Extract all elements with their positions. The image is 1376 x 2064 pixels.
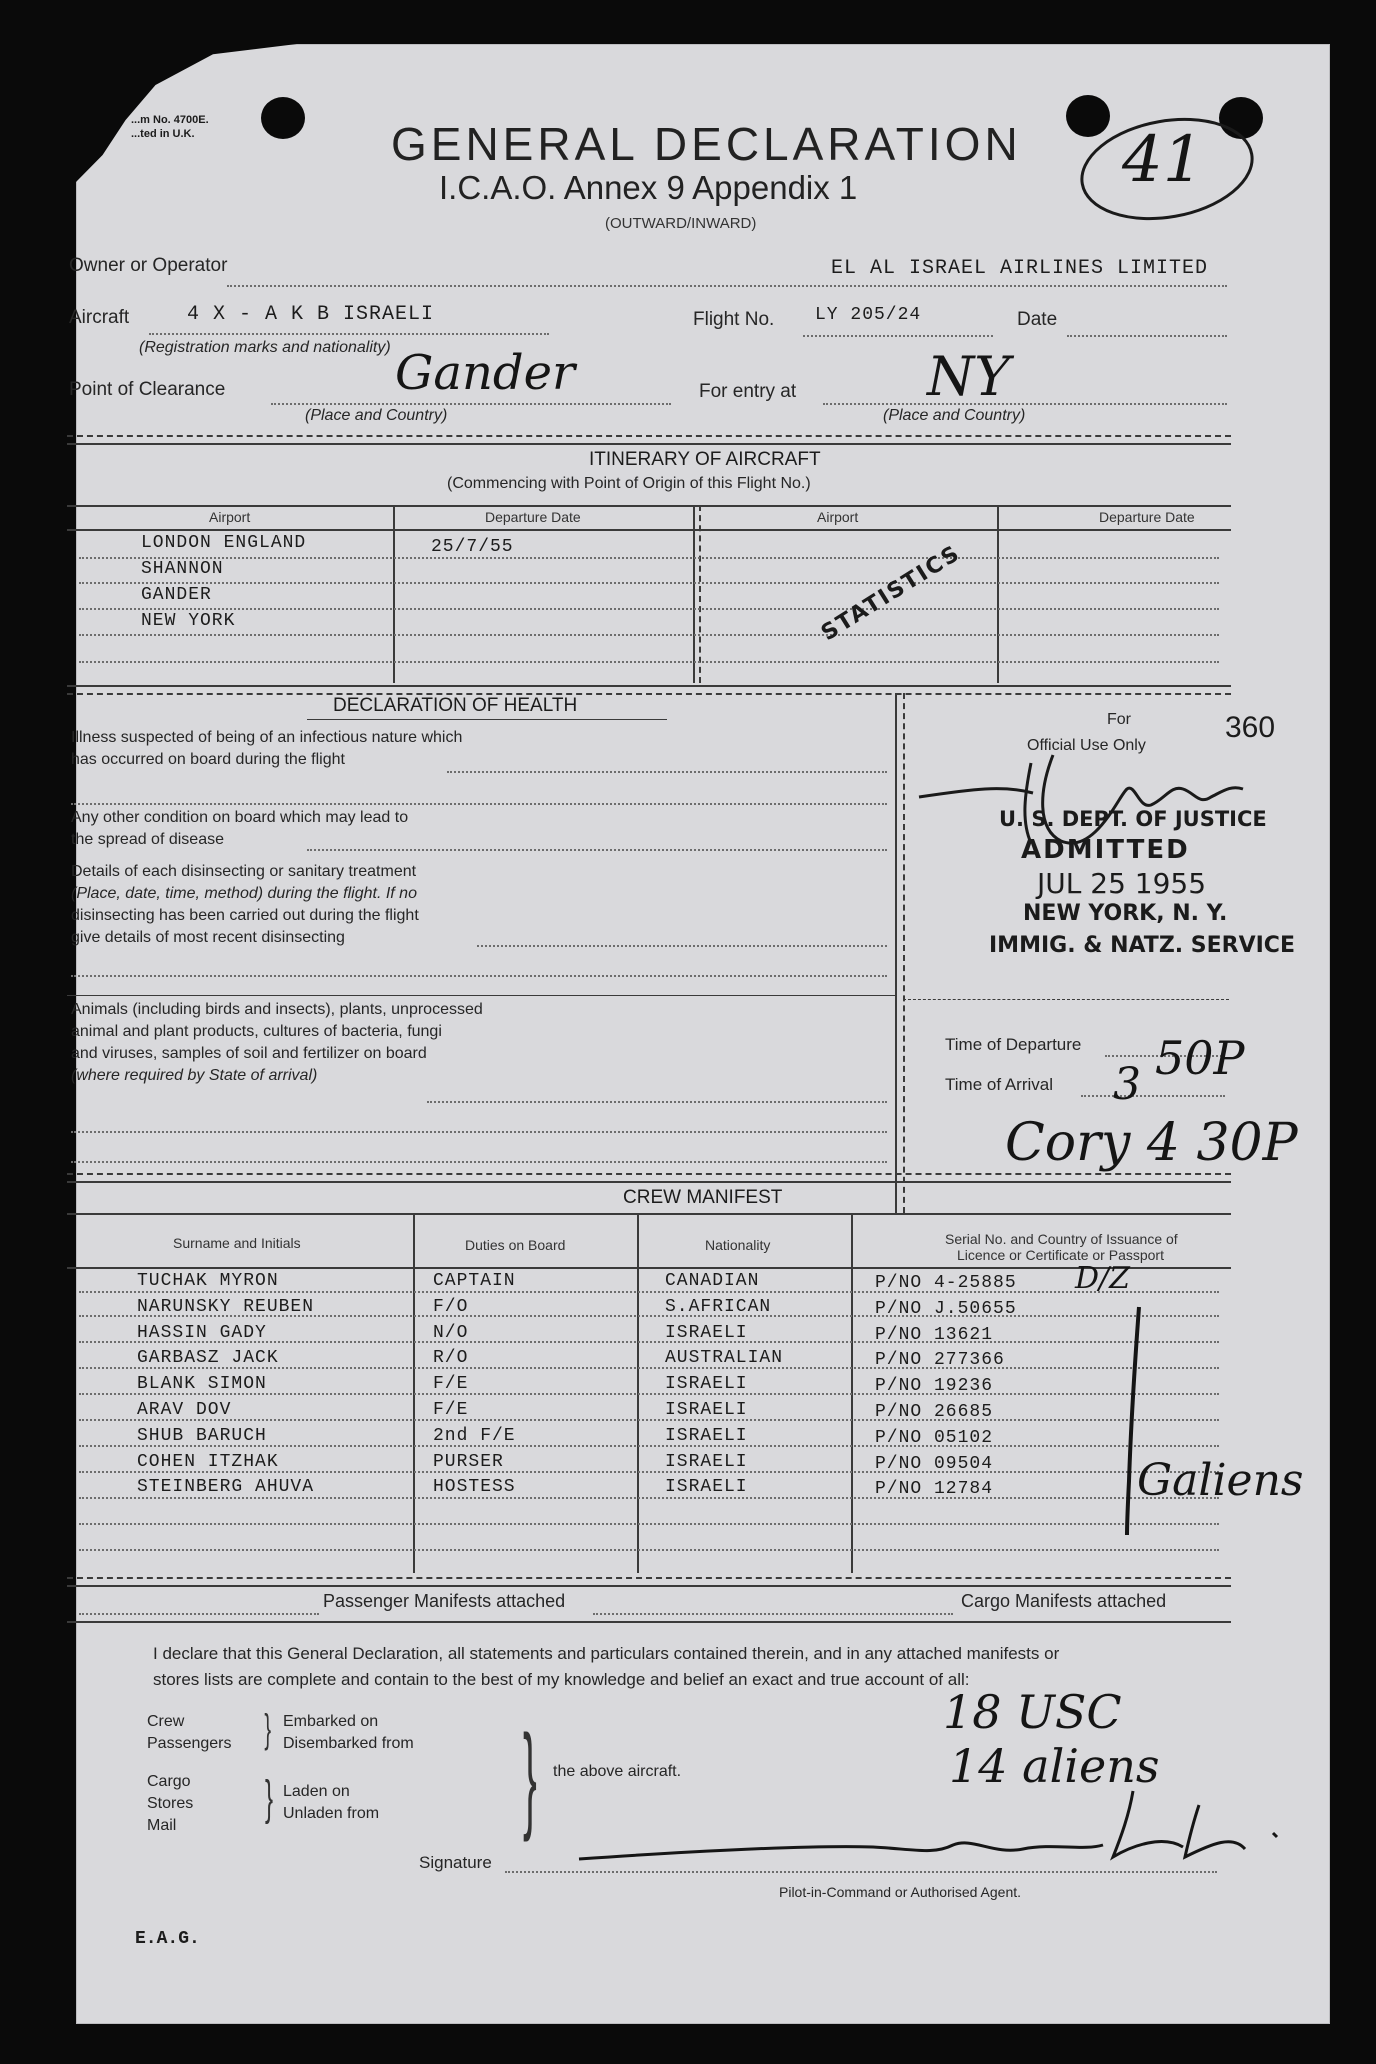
clearance-caption: (Place and Country) [305, 407, 448, 424]
crew-col-serial-1: Serial No. and Country of Issuance of [945, 1231, 1178, 1247]
signature-caption: Pilot-in-Command or Authorised Agent. [779, 1884, 1022, 1900]
declaration-crew: Crew Passengers [147, 1713, 232, 1752]
crew-nationality: ISRAELI [665, 1322, 748, 1343]
stamp-date: JUL 25 1955 [1037, 867, 1207, 900]
health-other: Any other condition on board which may lead to the spread of disease [71, 809, 409, 848]
signature-label: Signature [419, 1853, 492, 1872]
crew-passport: P/NO 26685 [875, 1401, 994, 1422]
itin-col-departure-2: Departure Date [1099, 509, 1195, 525]
crew-passport: P/NO 09504 [875, 1453, 994, 1474]
itinerary-subtitle: (Commencing with Point of Origin of this Flight No.) [447, 475, 811, 492]
declaration-embarked: Embarked on Disembarked from [283, 1713, 414, 1752]
declaration-cargo: Cargo Stores Mail [147, 1773, 194, 1834]
itinerary-title: ITINERARY OF AIRCRAFT [589, 449, 821, 470]
passenger-manifests: Passenger Manifests attached [323, 1591, 566, 1611]
itin-airport-row-1: LONDON ENGLAND [141, 533, 307, 553]
clearance-label: Point of Clearance [69, 379, 226, 400]
aircraft-label: Aircraft [69, 307, 130, 328]
crew-name: SHUB BARUCH [137, 1425, 267, 1446]
crew-col-duties: Duties on Board [465, 1237, 566, 1253]
itin-col-airport-1: Airport [209, 509, 251, 525]
crew-duty: CAPTAIN [433, 1271, 516, 1291]
owner-value: EL AL ISRAEL AIRLINES LIMITED [831, 257, 1209, 280]
stamp-city: NEW YORK, N. Y. [1023, 901, 1228, 926]
declaration-above-aircraft: the above aircraft. [553, 1763, 682, 1780]
crew-name: GARBASZ JACK [137, 1348, 279, 1369]
flight-no-value: LY 205/24 [815, 305, 922, 325]
crew-name: BLANK SIMON [137, 1374, 267, 1395]
itin-col-departure-1: Departure Date [485, 509, 581, 525]
entry-label: For entry at [699, 381, 797, 402]
health-animals: Animals (including birds and insects), plants, unprocessed animal and plant products, cultures of bacteria, fungi and viruses, samples of soil and fertilizer on board (where required by State of arrival) [71, 1001, 483, 1084]
declaration-laden: Laden on Unladen from [283, 1783, 380, 1822]
crew-name: NARUNSKY REUBEN [137, 1296, 315, 1317]
aircraft-caption: (Registration marks and nationality) [139, 339, 391, 356]
crew-passport: P/NO 13621 [875, 1324, 994, 1345]
entry-caption: (Place and Country) [883, 407, 1026, 424]
crew-name: ARAV DOV [137, 1399, 232, 1420]
crew-passport: P/NO 19236 [875, 1376, 994, 1397]
itin-airport-row-2: SHANNON [141, 559, 224, 579]
page-number: 41 [1122, 123, 1204, 197]
crew-duty: HOSTESS [433, 1477, 516, 1498]
health-title: DECLARATION OF HEALTH [333, 695, 578, 716]
crew-nationality: ISRAELI [665, 1425, 748, 1446]
punch-hole-left [261, 97, 305, 139]
crew-passport: P/NO 4-25885 [875, 1273, 1017, 1293]
stamp-status: ADMITTED [1021, 835, 1190, 865]
crew-names [137, 1269, 314, 1501]
stamp-service: IMMIG. & NATZ. SERVICE [989, 933, 1295, 958]
crew-passports [875, 1271, 1017, 1503]
crew-nationality: ISRAELI [665, 1374, 748, 1395]
flight-no-label: Flight No. [693, 309, 775, 330]
health-illness: Illness suspected of being of an infectious nature which has occurred on board during the flight [71, 729, 463, 768]
crew-duties [433, 1269, 516, 1501]
crew-nationality: CANADIAN [665, 1271, 760, 1291]
form-subtitle: I.C.A.O. Annex 9 Appendix 1 [439, 169, 858, 206]
health-disinsecting: Details of each disinsecting or sanitary treatment (Place, date, time, method) during the flight. If no disinsecting has been carried out during the flight give details of most recent disinsecting [71, 863, 419, 946]
arrival-time-value: 3 [1113, 1059, 1141, 1110]
annotation-aliens: 14 aliens [949, 1739, 1160, 1793]
date-label: Date [1017, 309, 1058, 330]
crew-title: CREW MANIFEST [623, 1187, 783, 1208]
entry-value: NY [927, 345, 1010, 408]
crew-duty: F/O [433, 1296, 469, 1317]
official-for: For [1107, 711, 1131, 728]
crew-passport: P/NO 12784 [875, 1479, 994, 1500]
departure-time-label: Time of Departure [945, 1035, 1082, 1054]
crew-duty: N/O [433, 1322, 469, 1343]
declaration-form-page: ...m No. 4700E. ...ted in U.K. GENERAL DECLARATION I.C.A.O. Annex 9 Appendix 1 (OUTWARD/INWARD) 41 Owner or Operator EL AL ISRAEL AIRLINES LIMITED Aircraft 4 X - A K B ISRAELI Flight No. LY 205/24 Date (Registration marks and nationality) Point of Clearance Gander (Place and Country) For entry at NY (Place and Country) ITINERARY OF AIRCRAFT (Commencing with Point of Origin of this Flight No.) Airport Departure Date Airport Departure Date LONDON ENGLAND 25/7/55 SHANNON GANDER NEW YORK STATISTICS DECLARATION OF HEALTH Illness suspected of being of an infectious nature which has occurred on board during the flight Any other condition on board which may lead to the spread of disease Details of each disinsecting or sanitary treatment (Place, date, time, method) during the flight. If no disinsecting has been carried out during the flight give details of most recent disinsecting Animals (including birds and insects), plants, unprocessed animal and plant products, cultures of bacteria, fungi and viruses, samples of soil and fertilizer on board (where required by State of arrival) For Official Use Only 360 U. S. DEPT. OF JUSTICE ADMITTED JUL 25 1955 NEW YORK, N. Y. IMMIG. & NATZ. SERVICE Time of Departure Time of Arrival 3 50P Cory 4 30P CREW MANIFEST Surname and Initials Duties on Board Nationality Serial No. and Country of Issuance of Licence or Certificate or Passport TUCHAK MYRON NARUNSKY REUBEN HASSIN GADY GARBASZ JACK BLANK SIMON ARAV DOV SHUB BARUCH COHEN ITZHAK STEINBERG AHUVA CAPTAIN F/O N/O R/O F/E F/E 2nd F/E PURSER HOSTESS CANADIAN S.AFRICAN ISRAELI AUSTRALIAN ISRAELI ISRAELI ISRAELI ISRAELI ISRAELI P/NO 4-25885 P/NO J.50655 P/NO 13621 P/NO 277366 P/NO 19236 P/NO 26685 P/NO 05102 P/NO 09504 P/NO 12784 D/Z Galiens Passenger Manifests attached Cargo Manifests attached I declare that this General Declaration, all statements and particulars contained therein, and in any attached manifests or stores lists are complete and contain to the best of my knowledge and belief an exact and true account of all: Crew Passengers } Embarked on Disembarked from Cargo Stores Mail } Laden on Unladen from } the above aircraft. 18 USC 14 aliens Signature Pilot-in-Command or Authorised Agent. E.A.G. [76, 44, 1330, 2024]
itin-departure-row-1: 25/7/55 [431, 537, 514, 557]
crew-nationality: AUSTRALIAN [665, 1348, 784, 1369]
crew-duty: R/O [433, 1348, 469, 1369]
form-title: GENERAL DECLARATION [391, 118, 1022, 170]
crew-annotation-sign: Galiens [1137, 1455, 1304, 1506]
crew-duty: F/E [433, 1399, 469, 1420]
arrival-time-label: Time of Arrival [945, 1075, 1054, 1094]
crew-passport: P/NO 277366 [875, 1350, 1005, 1371]
official-use-only: Official Use Only [1027, 737, 1146, 754]
arrival-time-suffix: 50P [1155, 1031, 1245, 1085]
crew-name: HASSIN GADY [137, 1322, 267, 1343]
crew-passport: P/NO 05102 [875, 1427, 994, 1448]
form-number: ...m No. 4700E. ...ted in U.K. [131, 114, 209, 140]
crew-name: COHEN ITZHAK [137, 1451, 279, 1472]
crew-col-surname: Surname and Initials [173, 1235, 301, 1251]
crew-nationality: ISRAELI [665, 1477, 748, 1498]
official-number: 360 [1225, 711, 1276, 744]
crew-duty: PURSER [433, 1451, 504, 1472]
footer-initials: E.A.G. [135, 1929, 200, 1949]
crew-col-nationality: Nationality [705, 1237, 771, 1253]
stamp-department: U. S. DEPT. OF JUSTICE [999, 807, 1267, 831]
crew-nationality: ISRAELI [665, 1399, 748, 1420]
annotation-coy: Cory 4 30P [1005, 1113, 1298, 1173]
crew-nationality: S.AFRICAN [665, 1296, 772, 1317]
crew-name: TUCHAK MYRON [137, 1271, 279, 1291]
statistics-stamp: STATISTICS [817, 540, 966, 647]
crew-passport: P/NO J.50655 [875, 1298, 1017, 1319]
crew-col-serial-2: Licence or Certificate or Passport [957, 1247, 1164, 1263]
aircraft-value: 4 X - A K B ISRAELI [187, 303, 435, 326]
annotation-usc: 18 USC [943, 1685, 1122, 1739]
cargo-manifests: Cargo Manifests attached [961, 1591, 1167, 1611]
crew-name: STEINBERG AHUVA [137, 1477, 315, 1498]
crew-duty: F/E [433, 1374, 469, 1395]
clearance-value: Gander [395, 345, 575, 401]
itin-airport-row-4: NEW YORK [141, 611, 236, 631]
itin-airport-row-3: GANDER [141, 585, 212, 605]
owner-label: Owner or Operator [69, 255, 228, 276]
form-direction: (OUTWARD/INWARD) [605, 215, 757, 232]
crew-nationality: ISRAELI [665, 1451, 748, 1472]
itin-col-airport-2: Airport [817, 509, 859, 525]
pilot-signature [573, 1775, 1293, 1885]
declaration-text: I declare that this General Declaration, all statements and particulars contained therein, and in any attached manifests or stores lists are complete and contain to the best of my knowledge and belief an exact and true account of all: [153, 1644, 1060, 1689]
crew-annotation-dz: D/Z [1075, 1261, 1131, 1296]
crew-duty: 2nd F/E [433, 1425, 516, 1446]
crew-nationalities [665, 1269, 783, 1501]
